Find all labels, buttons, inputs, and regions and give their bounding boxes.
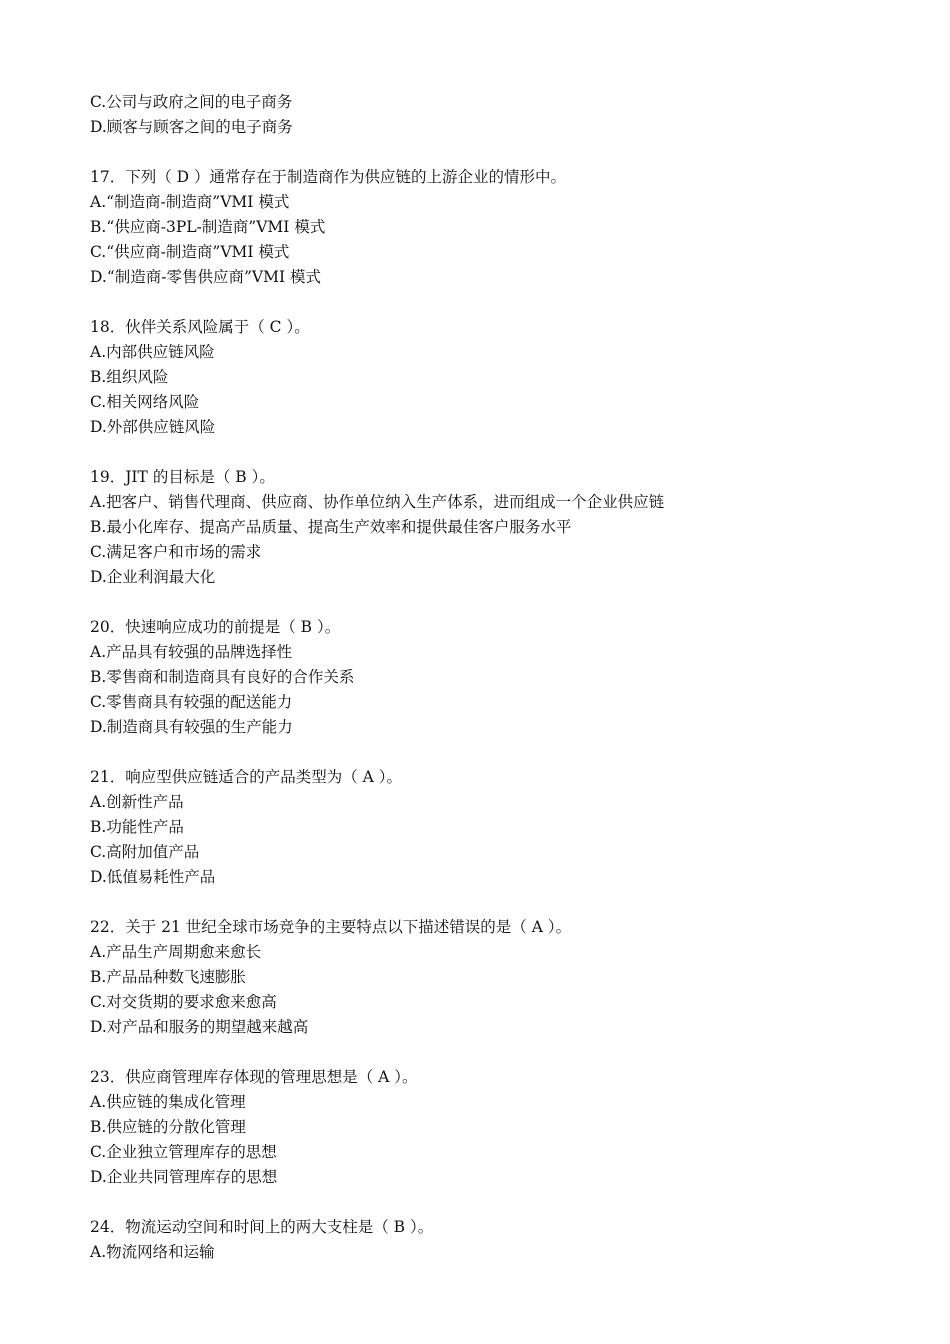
option-line: A.产品具有较强的品牌选择性 bbox=[90, 643, 293, 661]
question-stem: 21．响应型供应链适合的产品类型为（ A ）。 bbox=[90, 768, 403, 786]
option-line: C.公司与政府之间的电子商务 bbox=[90, 93, 293, 111]
option-line: A.创新性产品 bbox=[90, 793, 184, 811]
option-line: D.顾客与顾客之间的电子商务 bbox=[90, 118, 293, 136]
option-line: B.最小化库存、提高产品质量、提高生产效率和提供最佳客户服务水平 bbox=[90, 518, 572, 536]
question-stem: 20．快速响应成功的前提是（ B ）。 bbox=[90, 618, 341, 636]
option-line: C.高附加值产品 bbox=[90, 843, 200, 861]
option-line: B.零售商和制造商具有良好的合作关系 bbox=[90, 668, 355, 686]
option-line: B.供应链的分散化管理 bbox=[90, 1118, 246, 1136]
option-line: D.外部供应链风险 bbox=[90, 418, 216, 436]
option-line: C.对交货期的要求愈来愈高 bbox=[90, 993, 277, 1011]
option-line: B.组织风险 bbox=[90, 368, 169, 386]
question-stem: 24．物流运动空间和时间上的两大支柱是（ B ）。 bbox=[90, 1218, 434, 1236]
spacer bbox=[90, 1040, 890, 1065]
option-line: B.产品品种数飞速膨胀 bbox=[90, 968, 246, 986]
option-line: C.相关网络风险 bbox=[90, 393, 200, 411]
spacer bbox=[90, 290, 890, 315]
document-page bbox=[90, 90, 890, 1265]
question-stem: 22．关于 21 世纪全球市场竞争的主要特点以下描述错误的是（ A ）。 bbox=[90, 918, 572, 936]
question-stem: 19．JIT 的目标是（ B ）。 bbox=[90, 468, 275, 486]
option-line: A.物流网络和运输 bbox=[90, 1243, 215, 1261]
option-line: D.制造商具有较强的生产能力 bbox=[90, 718, 293, 736]
option-line: A.“制造商-制造商”VMI 模式 bbox=[90, 193, 290, 211]
option-line: D.对产品和服务的期望越来越高 bbox=[90, 1018, 309, 1036]
option-line: C.企业独立管理库存的思想 bbox=[90, 1143, 277, 1161]
option-line: D.企业利润最大化 bbox=[90, 568, 216, 586]
question-stem: 18．伙伴关系风险属于（ C ）。 bbox=[90, 318, 310, 336]
option-line: C.“供应商-制造商”VMI 模式 bbox=[90, 243, 290, 261]
option-line: D.企业共同管理库存的思想 bbox=[90, 1168, 278, 1186]
spacer bbox=[90, 590, 890, 615]
option-line: D.低值易耗性产品 bbox=[90, 868, 216, 886]
option-line: A.内部供应链风险 bbox=[90, 343, 215, 361]
spacer bbox=[90, 1190, 890, 1215]
option-line: A.供应链的集成化管理 bbox=[90, 1093, 246, 1111]
spacer bbox=[90, 740, 890, 765]
spacer bbox=[90, 890, 890, 915]
option-line: C.满足客户和市场的需求 bbox=[90, 543, 262, 561]
question-stem: 23．供应商管理库存体现的管理思想是（ A ）。 bbox=[90, 1068, 418, 1086]
option-line: B.功能性产品 bbox=[90, 818, 184, 836]
question-stem: 17．下列（ D ）通常存在于制造商作为供应链的上游企业的情形中。 bbox=[90, 168, 567, 186]
spacer bbox=[90, 140, 890, 165]
option-line: B.“供应商-3PL-制造商”VMI 模式 bbox=[90, 218, 326, 236]
spacer bbox=[90, 440, 890, 465]
option-line: D.“制造商-零售供应商”VMI 模式 bbox=[90, 268, 322, 286]
option-line: A.产品生产周期愈来愈长 bbox=[90, 943, 262, 961]
option-line: C.零售商具有较强的配送能力 bbox=[90, 693, 293, 711]
option-line: A.把客户、销售代理商、供应商、协作单位纳入生产体系，进而组成一个企业供应链 bbox=[90, 493, 665, 511]
